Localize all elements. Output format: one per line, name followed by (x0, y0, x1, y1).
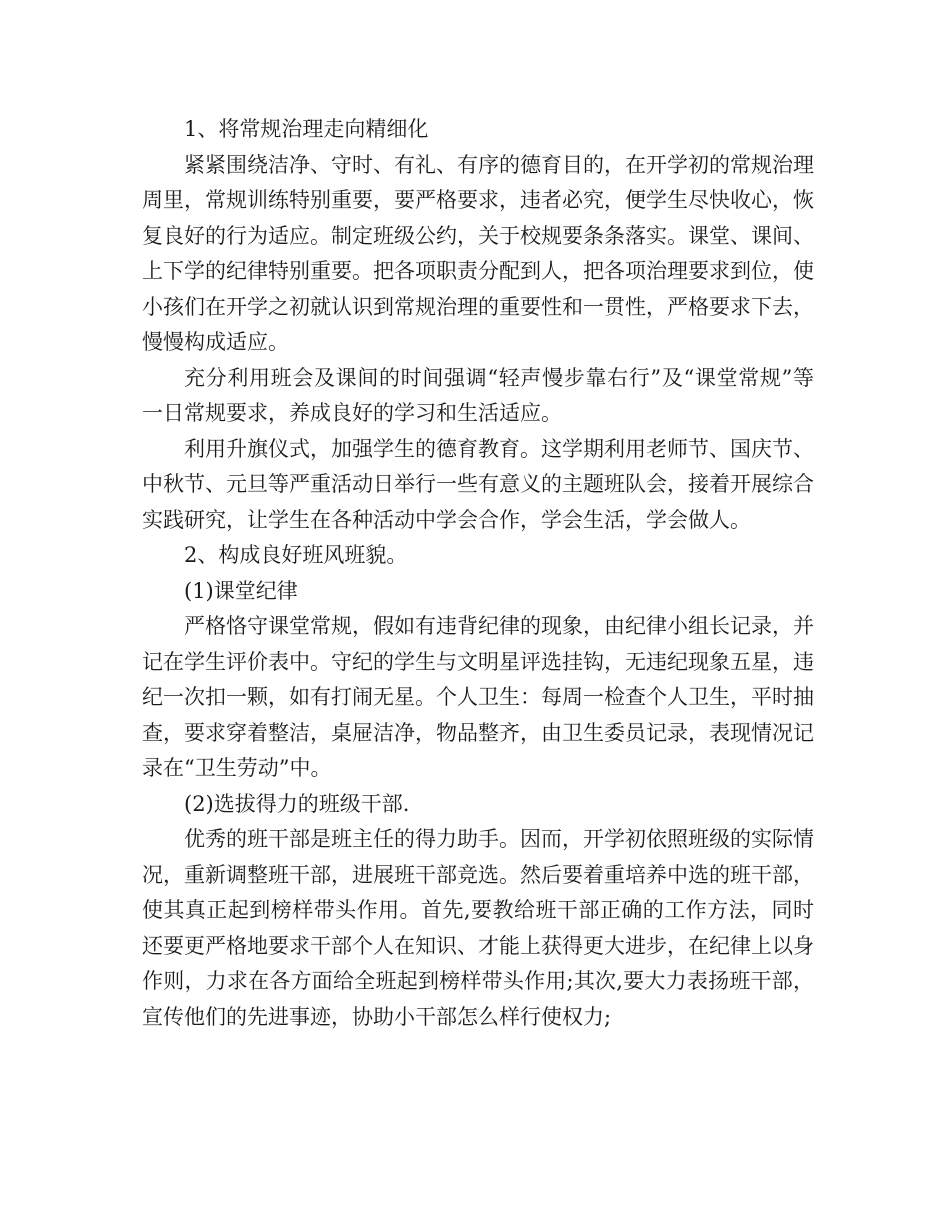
paragraph: 优秀的班干部是班主任的得力助手。因而，开学初依照班级的实际情况，重新调整班干部，进展班干部竞选。然后要着重培养中选的班干部，使其真正起到榜样带头作用。首先,要教给班干部正确的工作方法，同时还要更严格地要求干部个人在知识、才能上获得更大进步，在纪律上以身作则，力求在各方面给全班起到榜样带头作用;其次,要大力表扬班干部，宣传他们的先进事迹，协助小干部怎么样行使权力; (142, 827, 814, 1029)
heading-1: 1、将常规治理走向精细化 (184, 117, 429, 141)
subheading-classroom-discipline: (1)课堂纪律 (184, 578, 298, 603)
document-body (142, 112, 814, 1035)
paragraph: 严格恪守课堂常规，假如有违背纪律的现象，由纪律小组长记录，并记在学生评价表中。守纪的学生与文明星评选挂钩，无违纪现象五星，违纪一次扣一颗，如有打闹无星。个人卫生：每周一检查个人卫生，平时抽查，要求穿着整洁，桌屉洁净，物品整齐，由卫生委员记录，表现情况记录在“卫生劳动”中。 (142, 614, 814, 780)
paragraph: 充分利用班会及课间的时间强调“轻声慢步靠右行”及“课堂常规”等一日常规要求，养成良好的学习和生活适应。 (142, 365, 814, 425)
subheading-class-cadres: (2)选拔得力的班级干部. (184, 791, 410, 816)
paragraph: 利用升旗仪式，加强学生的德育教育。这学期利用老师节、国庆节、中秋节、元旦等严重活动日举行一些有意义的主题班队会，接着开展综合实践研究，让学生在各种活动中学会合作，学会生活，学会做人。 (142, 436, 814, 532)
heading-2: 2、构成良好班风班貌。 (184, 543, 408, 567)
paragraph: 紧紧围绕洁净、守时、有礼、有序的德育目的，在开学初的常规治理周里，常规训练特别重要，要严格要求，违者必究，便学生尽快收心，恢复良好的行为适应。制定班级公约，关于校规要条条落实。课堂、课间、上下学的纪律特别重要。把各项职责分配到人，把各项治理要求到位，使小孩们在开学之初就认识到常规治理的重要性和一贯性，严格要求下去，慢慢构成适应。 (142, 152, 814, 354)
